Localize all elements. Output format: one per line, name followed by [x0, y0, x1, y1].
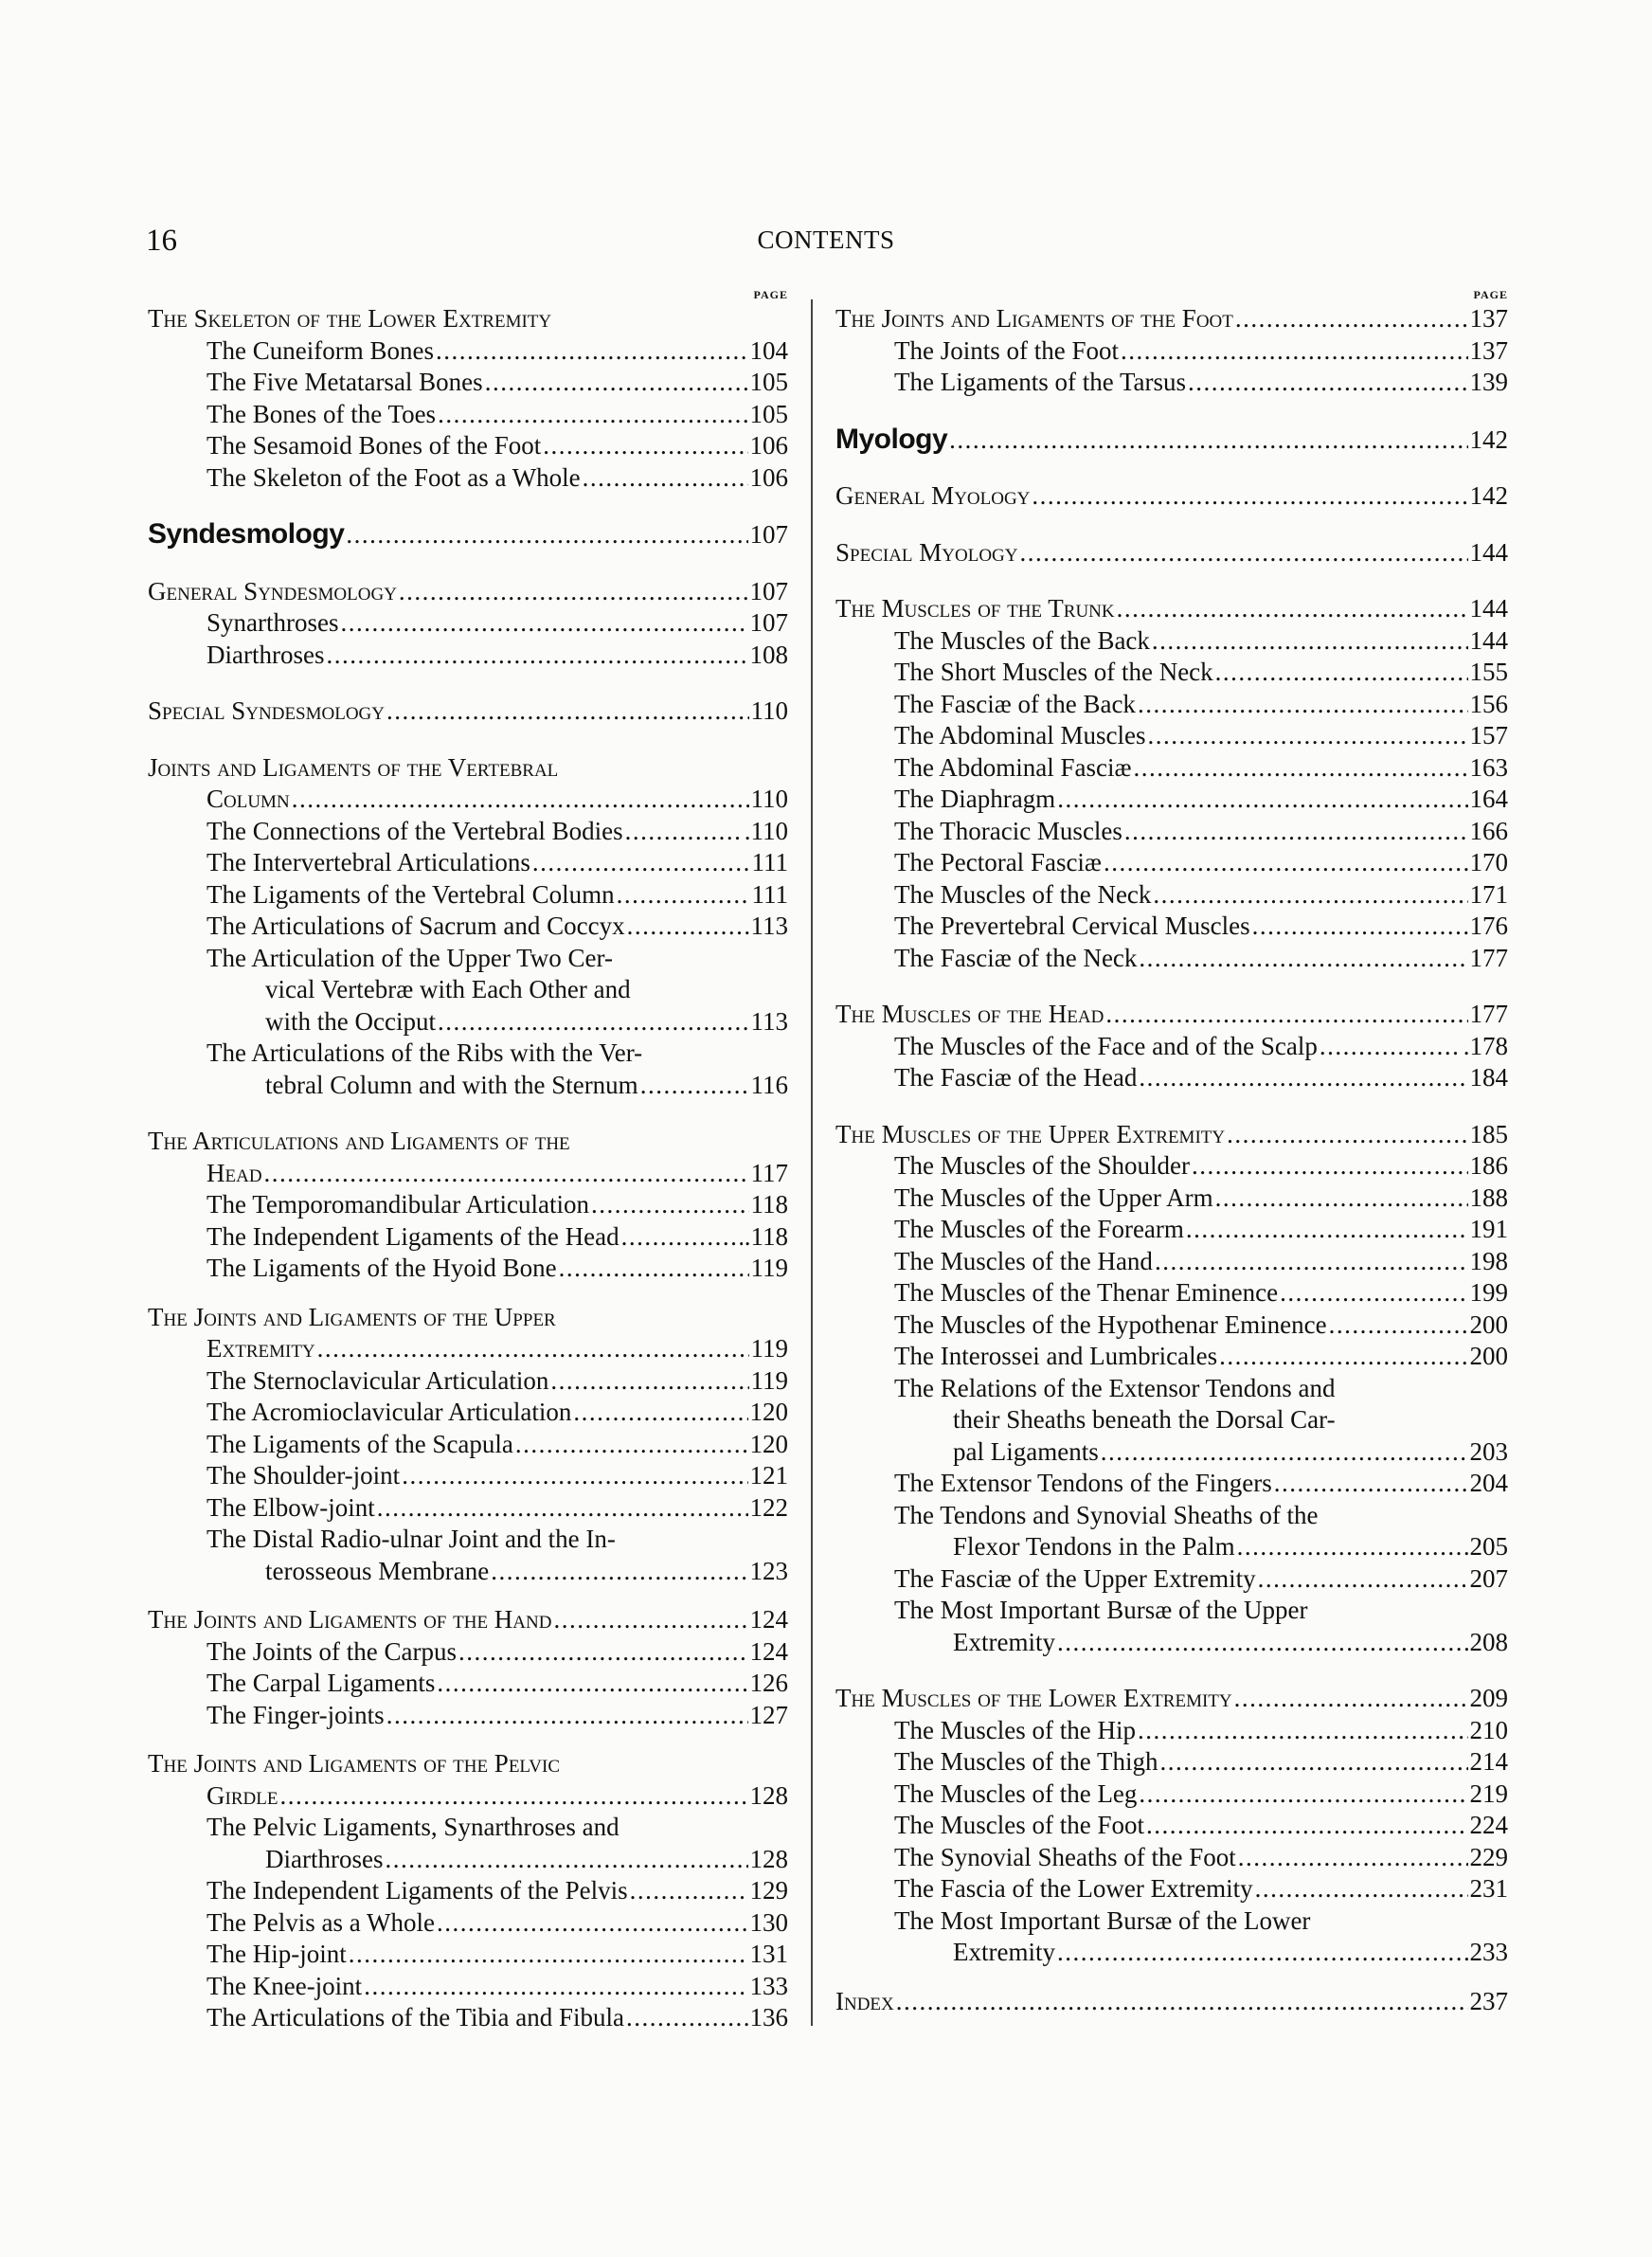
toc-entry[interactable]: Flexor Tendons in the Palm ..... 205 [835, 1531, 1508, 1563]
toc-entry[interactable]: Diarthroses ..... 108 [148, 640, 788, 672]
section-heading-continued[interactable]: Column ..... 110 [148, 784, 788, 816]
toc-entry[interactable]: The Prevertebral Cervical Muscles ..... 176 [835, 911, 1508, 943]
toc-entry[interactable]: pal Ligaments ..... 203 [835, 1436, 1508, 1469]
toc-entry[interactable]: The Extensor Tendons of the Fingers ..... 204 [835, 1468, 1508, 1500]
toc-entry[interactable]: The Knee-joint ..... 133 [148, 1971, 788, 2003]
toc-entry[interactable]: The Muscles of the Foot ..... 224 [835, 1810, 1508, 1842]
toc-entry[interactable]: The Five Metatarsal Bones ..... 105 [148, 367, 788, 399]
section-heading[interactable]: The Muscles of the Trunk ..... 144 [835, 593, 1508, 625]
toc-entry[interactable]: The Acromioclavicular Articulation ..... 120 [148, 1397, 788, 1429]
toc-entry[interactable]: The Sesamoid Bones of the Foot ..... 106 [148, 430, 788, 462]
page-number: 16 [146, 224, 177, 258]
section-heading: The Joints and Ligaments of the Upper [148, 1302, 556, 1331]
part-heading-myology[interactable]: Myology ..... 142 [835, 424, 1508, 457]
toc-entry[interactable]: The Fasciæ of the Upper Extremity ..... 207 [835, 1563, 1508, 1596]
page-column-label: PAGE [1473, 288, 1508, 301]
toc-entry[interactable]: The Muscles of the Leg ..... 219 [835, 1779, 1508, 1811]
toc-entry[interactable]: The Muscles of the Hypothenar Eminence ..... 200 [835, 1309, 1508, 1342]
toc-entry[interactable]: The Ligaments of the Tarsus ..... 139 [835, 367, 1508, 399]
toc-entry[interactable]: The Muscles of the Back ..... 144 [835, 625, 1508, 658]
toc-entry[interactable]: The Joints of the Carpus ..... 124 [148, 1636, 788, 1669]
section-heading-continued[interactable]: Head ..... 117 [148, 1158, 788, 1190]
toc-entry[interactable]: The Pectoral Fasciæ ..... 170 [835, 847, 1508, 879]
section-heading[interactable]: The Joints and Ligaments of the Hand ..... 124 [148, 1604, 788, 1636]
running-title: CONTENTS [757, 226, 895, 254]
toc-entry[interactable]: tebral Column and with the Sternum ..... 116 [148, 1070, 788, 1102]
toc-entry[interactable]: The Independent Ligaments of the Pelvis ..... 129 [148, 1875, 788, 1907]
toc-entry[interactable]: The Muscles of the Hip ..... 210 [835, 1715, 1508, 1747]
toc-entry[interactable]: The Muscles of the Upper Arm ..... 188 [835, 1183, 1508, 1215]
toc-entry[interactable]: The Articulations of Sacrum and Coccyx ..... 113 [148, 911, 788, 943]
toc-entry[interactable]: The Articulations of the Tibia and Fibula ..... .136 [148, 2002, 788, 2034]
toc-entry[interactable]: The Abdominal Muscles ..... 157 [835, 720, 1508, 752]
contents-column-right [835, 288, 1508, 2017]
toc-entry-line: their Sheaths beneath the Dorsal Car- [953, 1405, 1336, 1434]
toc-entry-line: The Relations of the Extensor Tendons and [894, 1373, 1336, 1402]
toc-entry[interactable]: The Fascia of the Lower Extremity ..... 231 [835, 1873, 1508, 1905]
toc-entry-line: The Pelvic Ligaments, Synarthroses and [206, 1813, 620, 1841]
section-heading[interactable]: General Syndesmology ..... 107 [148, 576, 788, 608]
page-column-label: PAGE [753, 288, 788, 301]
toc-entry[interactable]: The Muscles of the Forearm ..... 191 [835, 1214, 1508, 1246]
toc-entry[interactable]: The Elbow-joint ..... 122 [148, 1492, 788, 1525]
toc-entry[interactable]: The Muscles of the Thenar Eminence ..... 199 [835, 1277, 1508, 1309]
toc-entry[interactable]: Diarthroses ..... 128 [148, 1844, 788, 1876]
toc-entry[interactable]: terosseous Membrane ..... 123 [148, 1556, 788, 1588]
toc-entry[interactable]: The Interossei and Lumbricales ..... 200 [835, 1341, 1508, 1373]
toc-entry-line: The Articulations of the Ribs with the Ver- [206, 1038, 643, 1067]
section-heading: The Skeleton of the Lower Extremity [148, 304, 552, 333]
toc-entry[interactable]: The Pelvis as a Whole ..... 130 [148, 1907, 788, 1940]
toc-entry[interactable]: The Muscles of the Shoulder ..... 186 [835, 1150, 1508, 1183]
toc-entry[interactable]: The Thoracic Muscles ..... 166 [835, 816, 1508, 848]
toc-entry[interactable]: The Independent Ligaments of the Head ..... .118 [148, 1221, 788, 1254]
section-heading[interactable]: The Muscles of the Upper Extremity ..... 185 [835, 1119, 1508, 1151]
toc-entry[interactable]: The Synovial Sheaths of the Foot ..... 229 [835, 1842, 1508, 1874]
toc-entry[interactable]: Extremity ..... 233 [835, 1937, 1508, 1969]
section-heading: The Joints and Ligaments of the Pelvic [148, 1749, 561, 1778]
toc-entry[interactable]: The Intervertebral Articulations ..... 111 [148, 847, 788, 879]
toc-entry[interactable]: The Skeleton of the Foot as a Whole ..... 106 [148, 462, 788, 495]
toc-entry-line: The Most Important Bursæ of the Upper [894, 1596, 1308, 1624]
toc-entry[interactable]: The Cuneiform Bones ..... 104 [148, 335, 788, 368]
toc-entry[interactable]: The Finger-joints ..... 127 [148, 1700, 788, 1732]
section-heading: Joints and Ligaments of the Vertebral [148, 752, 559, 782]
section-heading[interactable]: Special Syndesmology ..... 110 [148, 695, 788, 728]
section-heading-continued[interactable]: Extremity ..... 119 [148, 1333, 788, 1365]
toc-entry[interactable]: The Muscles of the Thigh ..... 214 [835, 1746, 1508, 1779]
column-divider [811, 299, 813, 2026]
toc-entry[interactable]: Synarthroses ..... 107 [148, 607, 788, 640]
toc-entry-line: vical Vertebræ with Each Other and [265, 975, 631, 1003]
toc-entry[interactable]: The Sternoclavicular Articulation ..... 119 [148, 1365, 788, 1398]
toc-entry[interactable]: The Muscles of the Hand ..... 198 [835, 1246, 1508, 1278]
toc-entry[interactable]: The Fasciæ of the Head ..... 184 [835, 1062, 1508, 1094]
toc-entry-line: The Most Important Bursæ of the Lower [894, 1905, 1311, 1935]
toc-entry[interactable]: The Diaphragm ..... 164 [835, 784, 1508, 816]
toc-entry[interactable]: Extremity ..... 208 [835, 1627, 1508, 1659]
toc-entry[interactable]: The Ligaments of the Hyoid Bone ..... 119 [148, 1253, 788, 1285]
toc-entry[interactable]: The Ligaments of the Scapula ..... 120 [148, 1429, 788, 1461]
toc-entry[interactable]: The Fasciæ of the Back ..... 156 [835, 689, 1508, 721]
toc-entry[interactable]: The Abdominal Fasciæ ..... 163 [835, 752, 1508, 785]
toc-entry[interactable]: The Joints of the Foot ..... 137 [835, 335, 1508, 368]
toc-entry[interactable]: with the Occiput ..... 113 [148, 1006, 788, 1038]
toc-entry[interactable]: The Connections of the Vertebral Bodies ..... .110 [148, 816, 788, 848]
toc-entry[interactable]: The Bones of the Toes ..... 105 [148, 399, 788, 431]
toc-entry[interactable]: The Ligaments of the Vertebral Column ..... 111 [148, 879, 788, 912]
section-heading: The Articulations and Ligaments of the [148, 1127, 570, 1155]
section-heading[interactable]: General Myology ..... 142 [835, 480, 1508, 513]
toc-entry[interactable]: The Temporomandibular Articulation ..... 118 [148, 1189, 788, 1221]
toc-entry[interactable]: The Carpal Ligaments ..... 126 [148, 1668, 788, 1700]
running-head [146, 224, 1506, 262]
toc-entry[interactable]: The Shoulder-joint ..... 121 [148, 1460, 788, 1492]
section-heading-continued[interactable]: Girdle ..... 128 [148, 1780, 788, 1813]
toc-entry[interactable]: The Hip-joint ..... 131 [148, 1939, 788, 1971]
section-heading[interactable]: The Muscles of the Head ..... 177 [835, 999, 1508, 1031]
toc-entry[interactable]: The Muscles of the Neck ..... 171 [835, 879, 1508, 912]
toc-entry[interactable]: The Fasciæ of the Neck ..... 177 [835, 943, 1508, 975]
toc-entry-line: The Distal Radio-ulnar Joint and the In- [206, 1525, 616, 1553]
toc-entry-line: The Articulation of the Upper Two Cer- [206, 943, 613, 972]
toc-entry-line: The Tendons and Synovial Sheaths of the [894, 1500, 1319, 1529]
index-entry[interactable]: Index ..... 237 [835, 1986, 1508, 2018]
toc-entry[interactable]: The Muscles of the Face and of the Scalp ..... .178 [835, 1031, 1508, 1063]
part-heading-syndesmology[interactable]: Syndesmology ..... 107 [148, 518, 788, 551]
section-heading[interactable]: Special Myology ..... 144 [835, 537, 1508, 569]
toc-entry[interactable]: The Short Muscles of the Neck ..... 155 [835, 657, 1508, 689]
section-heading[interactable]: The Joints and Ligaments of the Foot ..... 137 [835, 303, 1508, 335]
contents-column-left [148, 288, 788, 2034]
section-heading[interactable]: The Muscles of the Lower Extremity ..... 209 [835, 1683, 1508, 1715]
